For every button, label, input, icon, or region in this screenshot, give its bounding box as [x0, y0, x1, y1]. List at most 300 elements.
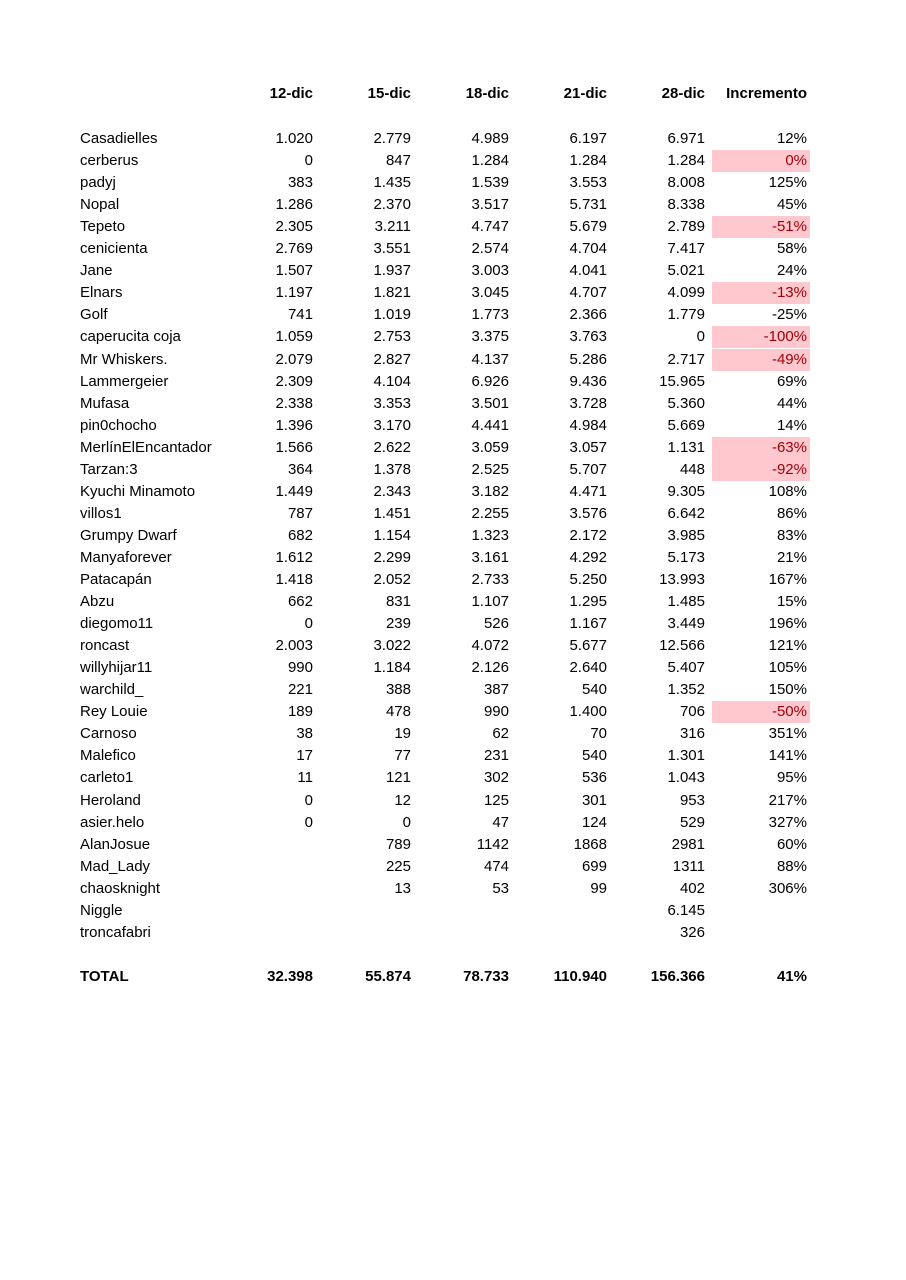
value-12-dic: 1.612 — [275, 548, 313, 566]
value-21-dic: 124 — [581, 813, 607, 831]
total-label: TOTAL — [80, 968, 129, 985]
incremento-value: 58% — [776, 240, 807, 258]
value-15-dic: 225 — [385, 857, 411, 875]
value-21-dic: 5.250 — [569, 571, 607, 588]
total-incremento: 41% — [776, 968, 807, 985]
value-28-dic: 1.779 — [667, 306, 705, 324]
value-21-dic: 540 — [581, 747, 607, 765]
value-18-dic: 3.501 — [471, 394, 509, 412]
value-18-dic: 2.574 — [471, 240, 509, 258]
value-15-dic: 1.937 — [373, 262, 411, 280]
value-12-dic: 0 — [304, 813, 313, 831]
value-18-dic: 990 — [483, 703, 509, 721]
value-21-dic: 4.984 — [569, 416, 607, 434]
value-28-dic: 448 — [679, 460, 705, 478]
table-row — [0, 260, 906, 282]
value-18-dic: 387 — [483, 681, 509, 699]
incremento-value: 125% — [768, 174, 807, 192]
value-15-dic: 239 — [385, 615, 411, 633]
incremento-highlighted: -49% — [712, 349, 810, 371]
incremento-value: 167% — [768, 571, 807, 588]
total-row — [0, 966, 906, 988]
table-row — [0, 745, 906, 767]
table-row — [0, 172, 906, 194]
value-28-dic: 1.485 — [667, 593, 705, 611]
player-name: Abzu — [80, 593, 115, 611]
value-21-dic: 5.707 — [569, 460, 607, 478]
value-15-dic: 0 — [402, 813, 411, 831]
value-12-dic: 1.566 — [275, 438, 313, 456]
player-name: chaosknight — [80, 879, 161, 897]
value-15-dic — [331, 922, 411, 944]
table-row — [0, 790, 906, 812]
incremento-value: 12% — [776, 130, 807, 147]
incremento-value: 60% — [776, 835, 807, 853]
value-21-dic: 5.679 — [569, 218, 607, 236]
value-28-dic: 326 — [679, 923, 705, 941]
value-12-dic: 2.305 — [275, 218, 313, 236]
value-18-dic: 474 — [483, 857, 509, 875]
table-row — [0, 613, 906, 635]
value-28-dic: 6.145 — [667, 901, 705, 919]
table-row — [0, 569, 906, 591]
value-18-dic: 47 — [492, 813, 509, 831]
player-name: Mr Whiskers. — [80, 350, 168, 368]
value-21-dic: 1.295 — [569, 593, 607, 611]
value-21-dic: 70 — [590, 725, 607, 743]
player-name: Malefico — [80, 747, 136, 765]
table-row — [0, 304, 906, 326]
value-15-dic: 1.451 — [373, 504, 411, 522]
incremento-value: 69% — [776, 372, 807, 390]
value-21-dic: 6.197 — [569, 130, 607, 147]
value-15-dic: 2.827 — [373, 350, 411, 368]
value-28-dic: 9.305 — [667, 482, 705, 500]
value-21-dic: 4.041 — [569, 262, 607, 280]
value-28-dic: 1.131 — [667, 438, 705, 456]
value-21-dic: 3.728 — [569, 394, 607, 412]
table-row — [0, 701, 906, 723]
player-name: Kyuchi Minamoto — [80, 482, 196, 500]
value-15-dic — [331, 900, 411, 922]
player-name: Carnoso — [80, 725, 137, 743]
value-12-dic: 1.286 — [275, 196, 313, 214]
table-row — [0, 150, 906, 172]
value-21-dic: 4.707 — [569, 284, 607, 302]
incremento-highlighted: -50% — [712, 701, 810, 723]
player-name: Grumpy Dwarf — [80, 526, 177, 544]
value-12-dic — [233, 900, 313, 922]
value-18-dic: 231 — [483, 747, 509, 765]
total-21-dic: 110.940 — [553, 968, 607, 985]
col-header-incremento: Incremento — [726, 85, 807, 102]
incremento-value: 150% — [768, 681, 807, 699]
value-15-dic: 2.299 — [373, 548, 411, 566]
value-12-dic — [233, 878, 313, 900]
value-18-dic: 4.989 — [471, 130, 509, 147]
value-21-dic: 540 — [581, 681, 607, 699]
value-28-dic: 706 — [679, 703, 705, 721]
incremento-highlighted: -13% — [712, 282, 810, 304]
table-row — [0, 128, 906, 150]
table-row — [0, 657, 906, 679]
value-28-dic: 2.717 — [667, 350, 705, 368]
value-12-dic: 2.079 — [275, 350, 313, 368]
value-18-dic: 4.072 — [471, 637, 509, 655]
value-18-dic: 1142 — [476, 835, 509, 853]
value-12-dic — [233, 856, 313, 878]
incremento-highlighted: -100% — [712, 326, 810, 348]
value-18-dic: 4.747 — [471, 218, 509, 236]
table-row — [0, 525, 906, 547]
incremento-value: 44% — [776, 394, 807, 412]
value-18-dic: 3.045 — [471, 284, 509, 302]
value-12-dic: 2.003 — [275, 637, 313, 655]
value-18-dic: 3.517 — [471, 196, 509, 214]
player-name: Mufasa — [80, 394, 130, 412]
value-18-dic: 3.003 — [471, 262, 509, 280]
player-name: roncast — [80, 637, 130, 655]
value-12-dic: 11 — [297, 769, 313, 787]
value-15-dic: 1.019 — [373, 306, 411, 324]
player-name: Lammergeier — [80, 372, 169, 390]
value-28-dic: 1.301 — [667, 747, 705, 765]
value-28-dic: 5.021 — [667, 262, 705, 280]
value-21-dic: 2.172 — [569, 526, 607, 544]
value-28-dic: 529 — [679, 813, 705, 831]
value-28-dic: 1.043 — [667, 769, 705, 787]
value-12-dic: 741 — [287, 306, 313, 324]
value-12-dic: 990 — [287, 659, 313, 677]
value-15-dic: 2.622 — [373, 438, 411, 456]
col-header-28-dic: 28-dic — [661, 85, 705, 102]
value-12-dic: 38 — [296, 725, 313, 743]
table-row — [0, 282, 906, 304]
value-15-dic: 789 — [385, 835, 411, 853]
value-18-dic: 3.182 — [471, 482, 509, 500]
value-15-dic: 2.779 — [373, 130, 411, 147]
total-12-dic: 32.398 — [267, 968, 313, 985]
incremento-value: 45% — [776, 196, 807, 214]
value-12-dic: 787 — [287, 504, 313, 522]
value-28-dic: 2.789 — [667, 218, 705, 236]
player-name: asier.helo — [80, 813, 145, 831]
table-row — [0, 503, 906, 525]
value-15-dic: 2.052 — [373, 571, 411, 588]
value-21-dic: 5.286 — [569, 350, 607, 368]
value-12-dic: 2.338 — [275, 394, 313, 412]
table-row — [0, 635, 906, 657]
table-row — [0, 371, 906, 393]
table-row — [0, 437, 906, 459]
player-name: warchild_ — [80, 681, 144, 699]
value-12-dic: 2.769 — [275, 240, 313, 258]
value-12-dic: 364 — [287, 460, 313, 478]
incremento-value: 327% — [768, 813, 807, 831]
incremento-value: 351% — [768, 725, 807, 743]
player-name: Elnars — [80, 284, 123, 302]
value-12-dic: 0 — [304, 791, 313, 809]
table-row — [0, 812, 906, 834]
value-18-dic: 1.323 — [471, 526, 509, 544]
incremento-value: 217% — [768, 791, 807, 809]
player-name: caperucita coja — [80, 328, 181, 346]
player-name: diegomo11 — [80, 615, 154, 633]
value-28-dic: 3.985 — [667, 526, 705, 544]
value-28-dic: 12.566 — [659, 637, 705, 655]
table-row — [0, 238, 906, 260]
incremento-value: 83% — [776, 526, 807, 544]
value-12-dic: 1.197 — [275, 284, 313, 302]
incremento-value: 196% — [768, 615, 807, 633]
value-12-dic: 682 — [287, 526, 313, 544]
value-28-dic: 3.449 — [667, 615, 705, 633]
value-18-dic: 125 — [483, 791, 509, 809]
player-name: Golf — [80, 306, 108, 324]
value-21-dic: 4.292 — [569, 548, 607, 566]
value-18-dic: 4.137 — [471, 350, 509, 368]
incremento-value: 306% — [768, 879, 807, 897]
total-15-dic: 55.874 — [365, 968, 411, 985]
value-18-dic — [429, 922, 509, 944]
value-18-dic: 2.733 — [471, 571, 509, 588]
table-row — [0, 326, 906, 348]
value-21-dic — [527, 922, 607, 944]
value-21-dic: 2.640 — [569, 659, 607, 677]
value-28-dic: 953 — [679, 791, 705, 809]
value-21-dic: 1868 — [573, 835, 607, 853]
value-15-dic: 3.022 — [373, 637, 411, 655]
incremento-value: 95% — [776, 769, 807, 787]
player-name: troncafabri — [80, 923, 151, 941]
table-row — [0, 679, 906, 701]
value-15-dic: 1.184 — [373, 659, 411, 677]
col-header-21-dic: 21-dic — [563, 85, 607, 102]
value-12-dic: 0 — [304, 152, 313, 170]
table-row — [0, 216, 906, 238]
value-12-dic: 1.449 — [275, 482, 313, 500]
incremento-value: -25% — [771, 306, 807, 324]
value-15-dic: 4.104 — [373, 372, 411, 390]
value-15-dic: 388 — [385, 681, 411, 699]
table-row — [0, 856, 906, 878]
value-12-dic: 1.507 — [275, 262, 313, 280]
table-row — [0, 481, 906, 503]
value-18-dic: 3.375 — [471, 328, 509, 346]
value-21-dic: 536 — [581, 769, 607, 787]
value-12-dic: 383 — [287, 174, 313, 192]
value-28-dic: 1311 — [672, 857, 705, 875]
total-18-dic: 78.733 — [463, 968, 509, 985]
player-name: cerberus — [80, 152, 139, 170]
value-15-dic: 2.370 — [373, 196, 411, 214]
value-21-dic: 4.704 — [569, 240, 607, 258]
value-12-dic — [233, 922, 313, 944]
value-21-dic: 2.366 — [569, 306, 607, 324]
value-18-dic: 1.284 — [471, 152, 509, 170]
player-name: Manyaforever — [80, 548, 172, 566]
player-name: Rey Louie — [80, 703, 148, 721]
incremento-value: 121% — [768, 637, 807, 655]
incremento-value: 15% — [776, 593, 807, 611]
player-name: Tarzan:3 — [80, 460, 138, 478]
table-row — [0, 415, 906, 437]
incremento-highlighted: -63% — [712, 437, 810, 459]
value-28-dic: 316 — [679, 725, 705, 743]
value-28-dic: 15.965 — [659, 372, 705, 390]
value-18-dic: 53 — [492, 879, 509, 897]
value-12-dic: 1.396 — [275, 416, 313, 434]
value-21-dic: 99 — [590, 879, 607, 897]
value-28-dic: 5.669 — [667, 416, 705, 434]
value-18-dic: 4.441 — [471, 416, 509, 434]
value-28-dic: 4.099 — [667, 284, 705, 302]
value-28-dic: 7.417 — [667, 240, 705, 258]
value-15-dic: 12 — [394, 791, 411, 809]
player-name: willyhijar11 — [80, 659, 153, 677]
value-15-dic: 478 — [385, 703, 411, 721]
col-header-15-dic: 15-dic — [367, 85, 411, 102]
value-28-dic: 5.407 — [667, 659, 705, 677]
value-28-dic: 402 — [679, 879, 705, 897]
col-header-12-dic: 12-dic — [269, 85, 313, 102]
player-name: Tepeto — [80, 218, 126, 236]
value-21-dic: 1.284 — [569, 152, 607, 170]
value-12-dic: 1.020 — [275, 130, 313, 147]
value-21-dic: 4.471 — [569, 482, 607, 500]
value-18-dic: 1.539 — [471, 174, 509, 192]
table-row — [0, 393, 906, 415]
value-15-dic: 1.154 — [373, 526, 411, 544]
player-name: padyj — [80, 174, 116, 192]
value-15-dic: 121 — [385, 769, 411, 787]
incremento-value — [712, 922, 809, 944]
value-18-dic: 1.107 — [471, 593, 509, 611]
value-28-dic: 5.360 — [667, 394, 705, 412]
value-15-dic: 19 — [394, 725, 411, 743]
incremento-value: 24% — [776, 262, 807, 280]
value-28-dic: 1.352 — [667, 681, 705, 699]
header-row — [0, 83, 906, 105]
value-15-dic: 3.211 — [374, 218, 411, 236]
value-18-dic: 62 — [492, 725, 509, 743]
value-18-dic — [429, 900, 509, 922]
player-name: villos1 — [80, 504, 122, 522]
value-18-dic: 2.255 — [471, 504, 509, 522]
table-row — [0, 194, 906, 216]
value-28-dic: 6.971 — [667, 130, 705, 147]
player-name: pin0chocho — [80, 416, 157, 434]
incremento-value — [712, 900, 809, 922]
col-header-18-dic: 18-dic — [465, 85, 509, 102]
value-21-dic: 1.167 — [569, 615, 607, 633]
value-15-dic: 3.353 — [373, 394, 411, 412]
incremento-value: 105% — [768, 659, 807, 677]
player-name: Casadielles — [80, 130, 158, 147]
value-18-dic: 6.926 — [471, 372, 509, 390]
value-18-dic: 1.773 — [471, 306, 509, 324]
player-name: cenicienta — [80, 240, 148, 258]
value-21-dic: 699 — [581, 857, 607, 875]
table-row — [0, 834, 906, 856]
table-row — [0, 922, 906, 944]
value-12-dic: 662 — [287, 593, 313, 611]
player-name: Nopal — [80, 196, 120, 214]
incremento-highlighted: -51% — [712, 216, 810, 238]
value-28-dic: 5.173 — [667, 548, 705, 566]
table-row — [0, 547, 906, 569]
player-name: Niggle — [80, 901, 123, 919]
value-15-dic: 847 — [385, 152, 411, 170]
incremento-value: 86% — [776, 504, 807, 522]
value-28-dic: 8.008 — [667, 174, 705, 192]
value-15-dic: 3.170 — [373, 416, 411, 434]
value-15-dic: 1.821 — [373, 284, 411, 302]
value-28-dic: 0 — [696, 328, 705, 346]
value-21-dic: 3.576 — [569, 504, 607, 522]
value-15-dic: 831 — [385, 593, 411, 611]
value-21-dic: 9.436 — [569, 372, 607, 390]
value-15-dic: 1.378 — [373, 460, 411, 478]
incremento-value: 88% — [776, 857, 807, 875]
player-name: Jane — [80, 262, 113, 280]
value-28-dic: 2981 — [671, 835, 705, 853]
value-18-dic: 526 — [483, 615, 509, 633]
table-row — [0, 591, 906, 613]
value-15-dic: 2.753 — [373, 328, 411, 346]
value-21-dic: 3.553 — [569, 174, 607, 192]
value-15-dic: 2.343 — [373, 482, 411, 500]
value-28-dic: 1.284 — [667, 152, 705, 170]
table-row — [0, 349, 906, 371]
value-21-dic: 3.057 — [569, 438, 607, 456]
table-row — [0, 459, 906, 481]
value-28-dic: 8.338 — [667, 196, 705, 214]
player-name: Patacapán — [80, 571, 152, 588]
value-28-dic: 13.993 — [659, 571, 705, 588]
value-18-dic: 302 — [483, 769, 509, 787]
value-15-dic: 1.435 — [373, 174, 411, 192]
value-21-dic: 3.763 — [569, 328, 607, 346]
value-12-dic: 2.309 — [275, 372, 313, 390]
value-18-dic: 2.126 — [471, 659, 509, 677]
total-28-dic: 156.366 — [650, 968, 705, 985]
value-18-dic: 3.161 — [471, 548, 509, 566]
value-28-dic: 6.642 — [667, 504, 705, 522]
player-name: Heroland — [80, 791, 141, 809]
value-12-dic — [233, 834, 313, 856]
table-row — [0, 767, 906, 789]
value-21-dic: 1.400 — [569, 703, 607, 721]
value-12-dic: 1.059 — [275, 328, 313, 346]
table-row — [0, 723, 906, 745]
value-15-dic: 77 — [394, 747, 411, 765]
value-15-dic: 3.551 — [373, 240, 411, 258]
incremento-value: 108% — [768, 482, 807, 500]
incremento-highlighted: 0% — [712, 150, 810, 172]
player-name: carleto1 — [80, 769, 134, 787]
incremento-value: 14% — [776, 416, 807, 434]
player-name: Mad_Lady — [80, 857, 151, 875]
value-15-dic: 13 — [394, 879, 411, 897]
value-21-dic — [527, 900, 607, 922]
value-18-dic: 2.525 — [471, 460, 509, 478]
value-21-dic: 5.677 — [569, 637, 607, 655]
incremento-highlighted: -92% — [712, 459, 810, 481]
value-12-dic: 1.418 — [275, 571, 313, 588]
table-row — [0, 878, 906, 900]
value-18-dic: 3.059 — [471, 438, 509, 456]
